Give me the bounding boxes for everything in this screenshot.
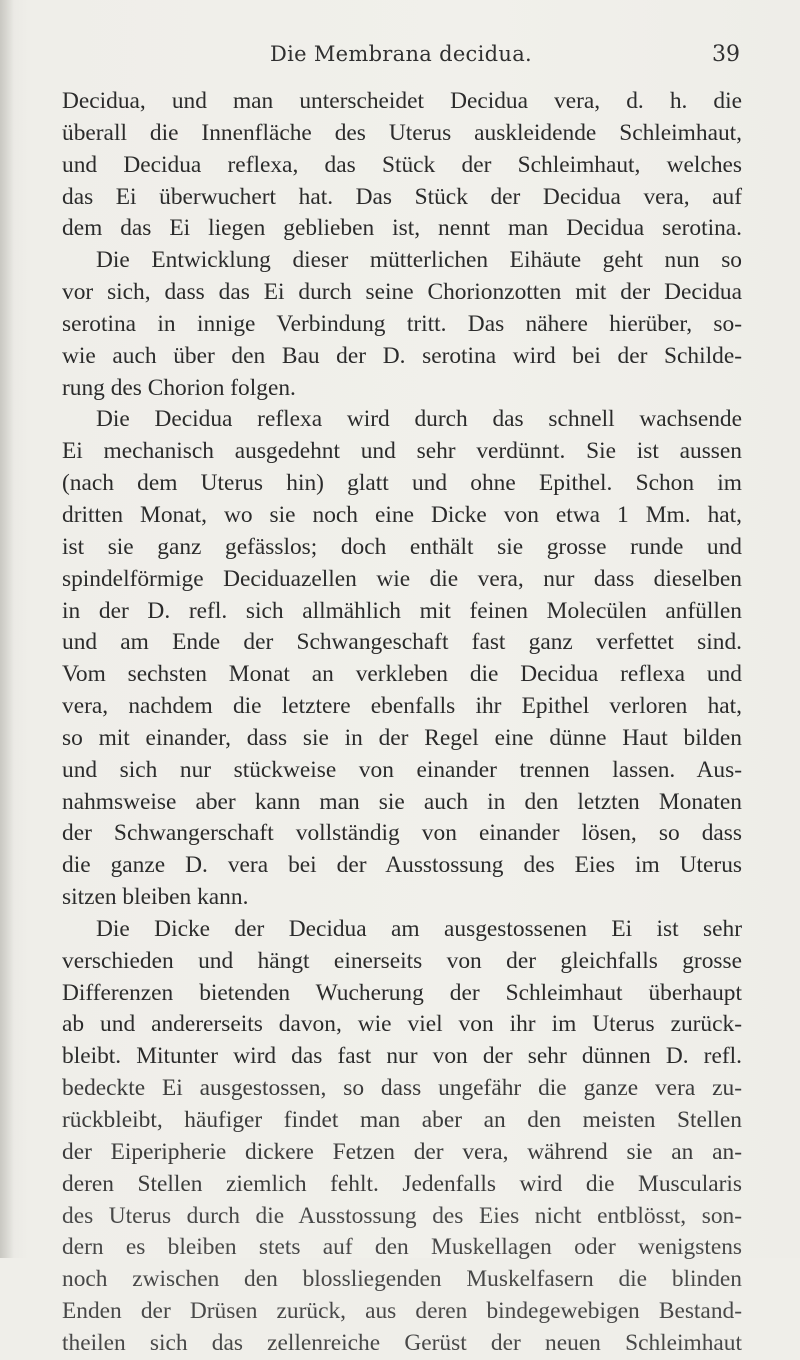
text-line: ab und andererseits davon, wie viel von ihr im Uterus zurück- xyxy=(62,1011,742,1038)
text-line: vor sich, dass das Ei durch seine Chorionzotten mit der Decidua xyxy=(62,279,742,306)
text-line: überall die Innenfläche des Uterus auskleidende Schleimhaut, xyxy=(62,119,742,146)
text-line: dritten Monat, wo sie noch eine Dicke von etwa 1 Mm. hat, xyxy=(62,501,742,528)
text-line: bleibt. Mitunter wird das fast nur von der sehr dünnen D. refl. xyxy=(62,1043,742,1070)
page-header xyxy=(62,42,740,74)
text-line: Differenzen bietenden Wucherung der Schleimhaut überhaupt xyxy=(62,979,742,1006)
text-line: so mit einander, dass sie in der Regel eine dünne Haut bilden xyxy=(62,724,742,751)
text-line: in der D. refl. sich allmählich mit feinen Molecülen anfüllen xyxy=(62,597,742,624)
text-line: vera, nachdem die letztere ebenfalls ihr Epithel verloren hat, xyxy=(62,693,742,720)
text-line: des Uterus durch die Ausstossung des Eies nicht entblösst, son- xyxy=(62,1202,742,1229)
body-text xyxy=(62,86,742,1360)
text-line: noch zwischen den blossliegenden Muskelfasern die blinden xyxy=(62,1266,742,1293)
text-line: sitzen bleiben kann. xyxy=(62,884,249,911)
text-line: spindelförmige Deciduazellen wie die vera, nur dass dieselben xyxy=(62,565,742,592)
text-line: und sich nur stückweise von einander trennen lassen. Aus- xyxy=(62,756,742,783)
spine-shadow xyxy=(0,0,14,1258)
text-line: Decidua, und man unterscheidet Decidua vera, d. h. die xyxy=(62,88,742,114)
text-line: wie auch über den Bau der D. serotina wird bei der Schilde- xyxy=(62,342,742,369)
text-line: serotina in innige Verbindung tritt. Das nähere hierüber, so- xyxy=(62,310,742,337)
text-line: theilen sich das zellenreiche Gerüst der neuen Schleimhaut xyxy=(62,1329,742,1356)
text-line: (nach dem Uterus hin) glatt und ohne Epithel. Schon im xyxy=(62,470,742,497)
text-line: ist sie ganz gefässlos; doch enthält sie grosse runde und xyxy=(62,533,742,560)
text-line: bedeckte Ei ausgestossen, so dass ungefähr die ganze vera zu- xyxy=(62,1075,742,1102)
text-line: Die Decidua reflexa wird durch das schnell wachsende xyxy=(96,406,742,433)
text-line: verschieden und hängt einerseits von der gleichfalls grosse xyxy=(62,947,742,974)
text-line: dem das Ei liegen geblieben ist, nennt man Decidua serotina. xyxy=(62,215,742,242)
page-number: 39 xyxy=(712,42,740,67)
text-line: Ei mechanisch ausgedehnt und sehr verdünnt. Sie ist aussen xyxy=(62,438,742,465)
text-line: das Ei überwuchert hat. Das Stück der Decidua vera, auf xyxy=(62,183,742,210)
text-line: rückbleibt, häufiger findet man aber an den meisten Stellen xyxy=(62,1107,742,1133)
text-line: Enden der Drüsen zurück, aus deren bindegewebigen Bestand- xyxy=(62,1298,742,1325)
text-line: Die Entwicklung dieser mütterlichen Eihäute geht nun so xyxy=(96,247,742,274)
text-line: dern es bleiben stets auf den Muskellagen oder wenigstens xyxy=(62,1234,742,1261)
text-line: Die Dicke der Decidua am ausgestossenen Ei ist sehr xyxy=(96,915,742,942)
text-line: der Schwangerschaft vollständig von einander lösen, so dass xyxy=(62,820,742,847)
text-line: und am Ende der Schwangeschaft fast ganz verfettet sind. xyxy=(62,629,742,656)
text-line: rung des Chorion folgen. xyxy=(62,374,296,401)
text-line: Vom sechsten Monat an verkleben die Decidua reflexa und xyxy=(62,661,742,688)
text-line: und Decidua reflexa, das Stück der Schleimhaut, welches xyxy=(62,151,742,178)
text-line: die ganze D. vera bei der Ausstossung des Eies im Uterus xyxy=(62,852,742,879)
text-line: nahmsweise aber kann man sie auch in den letzten Monaten xyxy=(62,788,742,815)
text-line: der Eiperipherie dickere Fetzen der vera, während sie an an- xyxy=(62,1138,742,1165)
running-title: Die Membrana decidua. xyxy=(269,42,533,66)
text-line: deren Stellen ziemlich fehlt. Jedenfalls wird die Muscularis xyxy=(62,1170,742,1197)
